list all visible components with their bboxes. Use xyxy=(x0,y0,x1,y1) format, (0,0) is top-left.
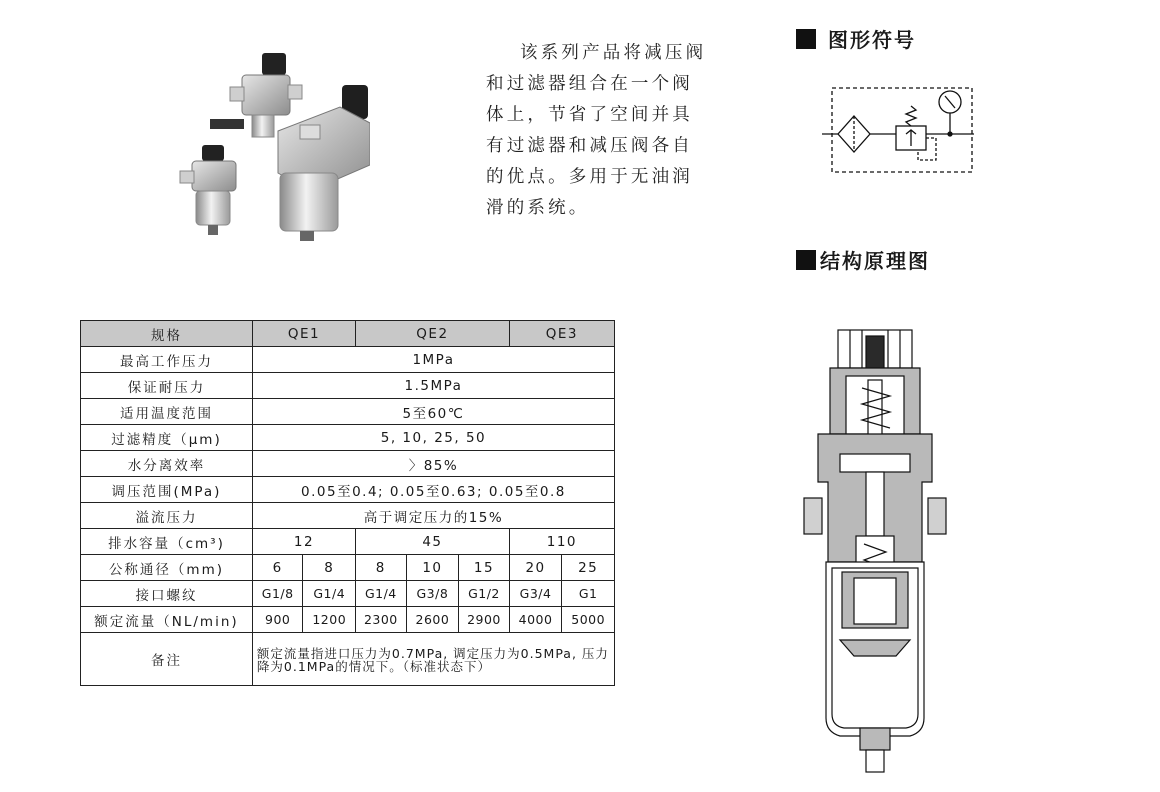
table-row xyxy=(81,503,615,529)
spec-value: 8 xyxy=(356,555,407,581)
spec-value: 5000 xyxy=(562,607,615,633)
spec-value: 45 xyxy=(356,529,510,555)
spec-label: 规格 xyxy=(81,321,253,347)
table-row xyxy=(81,607,615,633)
spec-label: 公称通径（mm) xyxy=(81,555,253,581)
spec-label: 过滤精度（μm) xyxy=(81,425,253,451)
pneumatic-symbol-diagram xyxy=(818,82,978,177)
spec-label: 水分离效率 xyxy=(81,451,253,477)
spec-value: 5至60℃ xyxy=(252,399,614,425)
specification-table xyxy=(80,320,615,686)
description-line: 该系列产品将减压阀 xyxy=(520,43,707,63)
spec-value: 2300 xyxy=(356,607,407,633)
note-text: 额定流量指进口压力为0.7MPa, 调定压力为0.5MPa, 压力降为0.1MPa的情况下。（标准状态下） xyxy=(252,633,614,686)
symbol-section-title xyxy=(796,24,916,53)
table-row xyxy=(81,347,615,373)
spec-value: 5, 10, 25, 50 xyxy=(252,425,614,451)
structure-title-text: 结构原理图 xyxy=(820,249,930,273)
spec-value: G1/8 xyxy=(252,581,303,607)
spec-label: 调压范围(MPa) xyxy=(81,477,253,503)
table-row xyxy=(81,373,615,399)
spec-value: 1200 xyxy=(303,607,356,633)
spec-value: G1/4 xyxy=(303,581,356,607)
product-description xyxy=(486,38,722,224)
spec-value: 1MPa xyxy=(252,347,614,373)
spec-value: 2900 xyxy=(459,607,510,633)
spec-label: 适用温度范围 xyxy=(81,399,253,425)
table-row xyxy=(81,451,615,477)
table-row xyxy=(81,581,615,607)
model-header: QE2 xyxy=(356,321,510,347)
table-row xyxy=(81,477,615,503)
spec-value: 〉85% xyxy=(252,451,614,477)
spec-label: 保证耐压力 xyxy=(81,373,253,399)
structure-cross-section-diagram xyxy=(800,322,950,777)
model-header: QE1 xyxy=(252,321,355,347)
description-line: 体上，节省了空间并具 xyxy=(486,105,693,125)
spec-label: 额定流量（NL/min) xyxy=(81,607,253,633)
spec-label: 备注 xyxy=(81,633,253,686)
spec-value: 6 xyxy=(252,555,303,581)
spec-label: 最高工作压力 xyxy=(81,347,253,373)
square-bullet-icon xyxy=(796,29,816,49)
spec-value: 25 xyxy=(562,555,615,581)
spec-value: G1/2 xyxy=(459,581,510,607)
description-line: 和过滤器组合在一个阀 xyxy=(486,74,693,94)
structure-section-title xyxy=(796,245,930,274)
spec-value: 4000 xyxy=(509,607,562,633)
spec-value: 15 xyxy=(459,555,510,581)
description-line: 有过滤器和减压阀各自 xyxy=(486,136,693,156)
table-header-row xyxy=(81,321,615,347)
spec-value: 2600 xyxy=(406,607,459,633)
spec-value: 900 xyxy=(252,607,303,633)
spec-label: 排水容量（cm³) xyxy=(81,529,253,555)
description-line: 的优点。多用于无油润 xyxy=(486,167,693,187)
spec-label: 溢流压力 xyxy=(81,503,253,529)
spec-value: 12 xyxy=(252,529,355,555)
spec-value: 高于调定压力的15% xyxy=(252,503,614,529)
table-row xyxy=(81,399,615,425)
spec-value: G3/8 xyxy=(406,581,459,607)
table-row xyxy=(81,555,615,581)
spec-value: 8 xyxy=(303,555,356,581)
spec-value: 0.05至0.4; 0.05至0.63; 0.05至0.8 xyxy=(252,477,614,503)
model-header: QE3 xyxy=(509,321,614,347)
table-row xyxy=(81,425,615,451)
spec-value: 110 xyxy=(509,529,614,555)
table-row xyxy=(81,633,615,686)
description-line: 滑的系统。 xyxy=(486,198,590,218)
square-bullet-icon xyxy=(796,250,816,270)
spec-value: 20 xyxy=(509,555,562,581)
spec-value: G1 xyxy=(562,581,615,607)
symbol-title-text: 图形符号 xyxy=(828,28,916,52)
product-photo xyxy=(170,45,370,245)
spec-value: 10 xyxy=(406,555,459,581)
spec-value: G3/4 xyxy=(509,581,562,607)
spec-label: 接口螺纹 xyxy=(81,581,253,607)
spec-value: 1.5MPa xyxy=(252,373,614,399)
table-row xyxy=(81,529,615,555)
spec-value: G1/4 xyxy=(356,581,407,607)
